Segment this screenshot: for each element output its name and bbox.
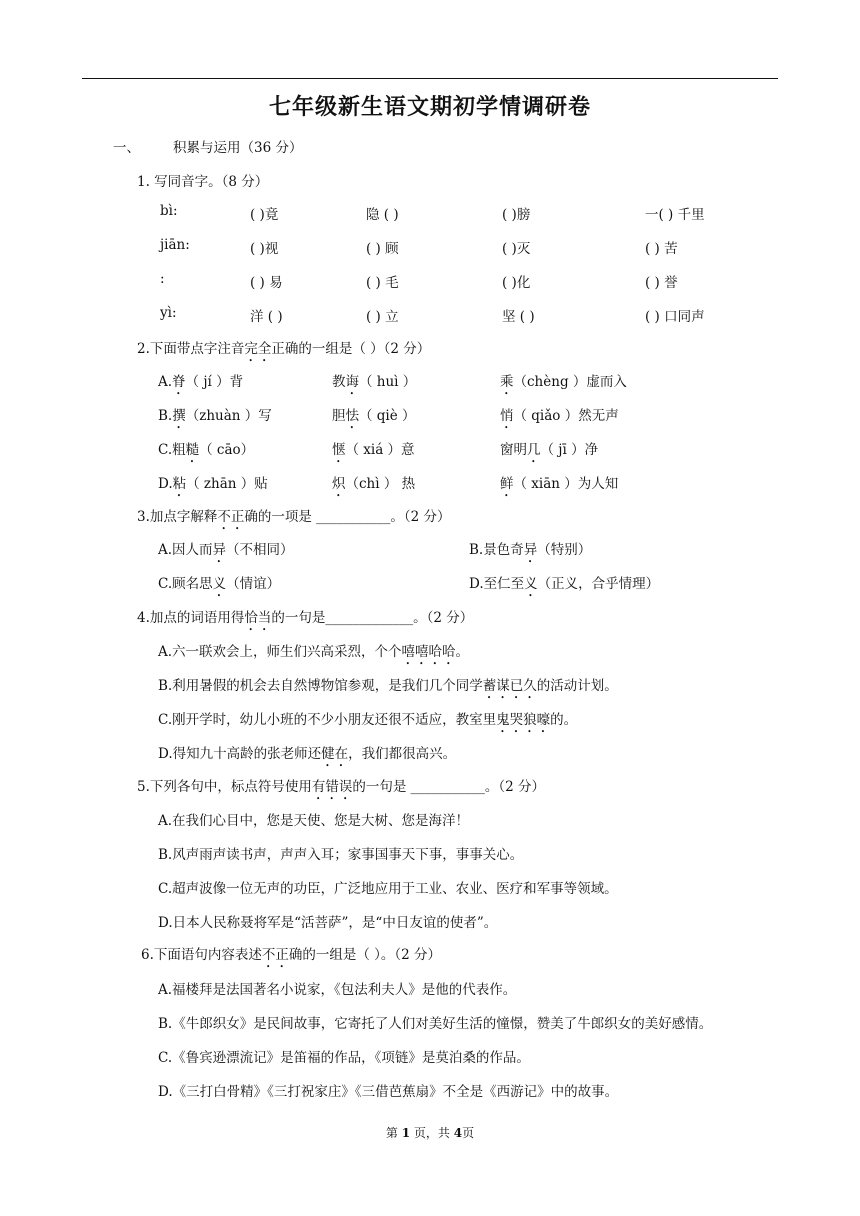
footer-page-number: 1 [401,1126,411,1140]
q3-stem-emphasis: 不正 [217,509,245,525]
footer-total-pages: 4 [453,1126,463,1140]
q2-option-word-emphasis: 糙 [185,442,200,458]
q2-option-word-emphasis: 撰 [172,408,186,424]
q2-option-word [500,404,619,432]
q2-option-word-post: （chèng ）虚而入 [513,374,627,390]
footer-middle: 页，共 [410,1126,454,1140]
q1-blank: ( ) 誉 [645,275,678,291]
section-heading: 积累与运用（36 分） [173,140,303,156]
q2-option-word-pre: 胆 [332,408,346,424]
q2-option-word-pre: D. [158,476,173,492]
page-footer [0,1124,860,1141]
q1-blank: 一( ) 千里 [645,207,705,223]
q5-stem-a: 5.下列各句中，标点符号使用 [137,779,312,795]
q3-option-post: （不相同） [226,542,294,558]
q1-blank: 隐 ( ) [366,207,399,223]
q2-option-word-pre: B. [158,408,173,424]
q3-option-post: （特别） [537,542,592,558]
q2-option-word-emphasis: 鲜 [500,476,514,492]
q1-blank: ( )灭 [502,241,531,257]
q4-option-post: ，我们都很高兴。 [348,746,457,762]
q2-stem [137,337,430,365]
q1-blank: ( )竟 [250,207,279,223]
q2-option-word-emphasis: 悄 [500,408,514,424]
q2-option-word-emphasis: 怯 [345,408,359,424]
q4-option-emphasis: 健在 [321,746,349,762]
page-title: 七年级新生语文期初学情调研卷 [268,94,591,120]
q2-option-word-post: （ qiè ） [359,408,416,424]
q4-option-pre: C.刚开学时，幼儿小班的不少小朋友还很不适应，教室里 [158,712,497,728]
q1-pinyin: jiān: [160,237,190,253]
q2-option-word-emphasis: 几 [527,442,541,458]
q1-blank: ( ) 顾 [366,241,399,257]
q5-option: D.日本人民称聂将军是“活菩萨”，是“中日友谊的使者”。 [158,915,498,931]
q2-option-word-emphasis: 乘 [500,374,514,390]
q1-pinyin: bì: [160,203,178,219]
q2-stem-b: 正确的一组是（ ）（2 分） [271,341,431,357]
q2-option-word-post: （ xiá ）意 [345,442,415,458]
q5-stem-b: 的一句是 ___________。（2 分） [352,779,546,795]
q4-option [158,674,618,702]
q3-option-emphasis: 异 [212,542,227,558]
q2-option-word-pre: 窗明 [500,442,527,458]
header-rule [82,78,778,79]
q2-option-word-pre: C.粗 [158,442,186,458]
q3-stem [137,505,451,533]
q3-option [469,572,659,600]
q4-option-emphasis: 蓄谋已久 [482,678,537,694]
q4-stem [137,606,473,634]
section-number: 一、 [113,140,140,156]
q3-option [469,538,591,566]
q2-option-word-post: （ qiǎo ）然无声 [513,408,619,424]
q2-option-word-emphasis: 炽 [332,476,346,492]
q2-option-word-post: （ xiān ）为人知 [513,476,619,492]
q4-option-emphasis: 嘻嘻哈哈 [401,644,456,660]
q4-stem-a: 4.加点的词语用得 [137,610,245,626]
q2-option-word [332,404,416,432]
q3-option [158,538,294,566]
q5-stem [137,775,545,803]
q4-option-pre: A.六一联欢会上，师生们兴高采烈，个个 [158,644,402,660]
q5-option: C.超声波像一位无声的功臣，广泛地应用于工业、农业、医疗和军事等领域。 [158,881,618,897]
q2-option-word [158,404,272,432]
q1-blank: ( )膀 [502,207,531,223]
q4-option-post: 的。 [550,712,578,728]
q6-stem-a: 6.下面语句内容表述 [141,947,262,963]
q2-option-word-pre: 教 [332,374,346,390]
q2-option-word [332,370,416,398]
q1-pinyin: : [160,271,165,287]
q2-option-word [332,472,415,500]
q2-option-word-pre: A. [158,374,173,390]
q1-blank: 洋 ( ) [250,309,283,325]
q2-option-word-emphasis: 诲 [345,374,359,390]
q6-option: D.《三打白骨精》《三打祝家庄》《三借芭蕉扇》不全是《西游记》中的故事。 [158,1084,619,1100]
footer-prefix: 第 [385,1126,402,1140]
q3-option-pre: A.因人而 [158,542,213,558]
q4-option-emphasis: 鬼哭狼嚎 [496,712,551,728]
q4-stem-emphasis: 恰当 [244,610,272,626]
q6-option: C.《鲁宾逊漂流记》是笛福的作品，《项链》是莫泊桑的作品。 [158,1050,530,1066]
q1-pinyin: yì: [160,305,177,321]
q1-stem: 1. 写同音字。（8 分） [137,174,269,190]
q2-option-word [500,438,598,466]
q6-option: A.福楼拜是法国著名小说家，《包法利夫人》是他的代表作。 [158,982,517,998]
q6-option: B.《牛郎织女》是民间故事，它寄托了人们对美好生活的憧憬，赞美了牛郎织女的美好感情。 [158,1016,713,1032]
q3-option-pre: D.至仁至 [469,576,525,592]
q2-option-word-post: （zhuàn ）写 [185,408,272,424]
q2-option-word [158,370,243,398]
q6-stem-b: 确的一组是（ ）。（2 分） [288,947,442,963]
q5-option: B.风声雨声读书声，声声入耳；家事国事天下事，事事关心。 [158,847,524,863]
q2-option-word [158,472,268,500]
q1-blank: ( ) 立 [366,309,399,325]
q2-option-word-post: （ cāo） [199,442,255,458]
q4-option [158,742,456,770]
q1-blank: ( )视 [250,241,279,257]
q1-blank: 坚 ( ) [502,309,535,325]
q2-option-word-post: （ zhān ）贴 [186,476,268,492]
q1-blank: ( ) 易 [250,275,283,291]
q2-option-word [500,370,627,398]
q3-option [158,572,280,600]
q1-blank: ( ) 苦 [645,241,678,257]
q3-option-post: （情谊） [226,576,281,592]
q2-option-word [500,472,618,500]
q2-option-word [332,438,415,466]
q4-option-post: 的活动计划。 [536,678,618,694]
q5-option: A.在我们心目中，您是天使、您是大树、您是海洋！ [158,813,470,829]
q3-stem-a: 3.加点字解释 [137,509,218,525]
q3-option-emphasis: 义 [524,576,538,592]
q3-option-emphasis: 异 [523,542,538,558]
q2-stem-a: 2.下面带点字注音 [137,341,245,357]
q2-option-word-emphasis: 惬 [332,442,346,458]
q2-option-word-post: （chì ） 热 [345,476,416,492]
q1-blank: ( ) 毛 [366,275,399,291]
q3-stem-b: 确的一项是 ___________。（2 分） [244,509,451,525]
q2-option-word [158,438,254,466]
q2-option-word-emphasis: 脊 [172,374,186,390]
q3-option-pre: B.景色奇 [469,542,524,558]
q2-stem-emphasis: 完全 [244,341,272,357]
q3-option-post: （正义，合乎情理） [537,576,660,592]
q5-stem-emphasis: 有错误 [311,779,353,795]
q4-option-pre: B.利用暑假的机会去自然博物馆参观，是我们几个同学 [158,678,483,694]
q3-option-pre: C.顾名思 [158,576,213,592]
q2-option-word-post: （ jī ）净 [540,442,599,458]
q3-option-emphasis: 义 [212,576,227,592]
q4-option-pre: D.得知九十高龄的张老师还 [158,746,322,762]
q6-stem-emphasis: 不正 [261,947,289,963]
q2-option-word-post: （ jí ）背 [185,374,244,390]
q4-option-post: 。 [455,644,470,660]
q4-stem-b: 的一句是_____________。（2 分） [271,610,474,626]
q4-option [158,708,577,736]
q1-blank: ( ) 口同声 [645,309,705,325]
q2-option-word-post: （ huì ） [359,374,417,390]
q1-blank: ( )化 [502,275,531,291]
footer-suffix: 页 [462,1126,475,1140]
q4-option [158,640,469,668]
q6-stem [141,943,441,971]
q2-option-word-emphasis: 粘 [172,476,187,492]
